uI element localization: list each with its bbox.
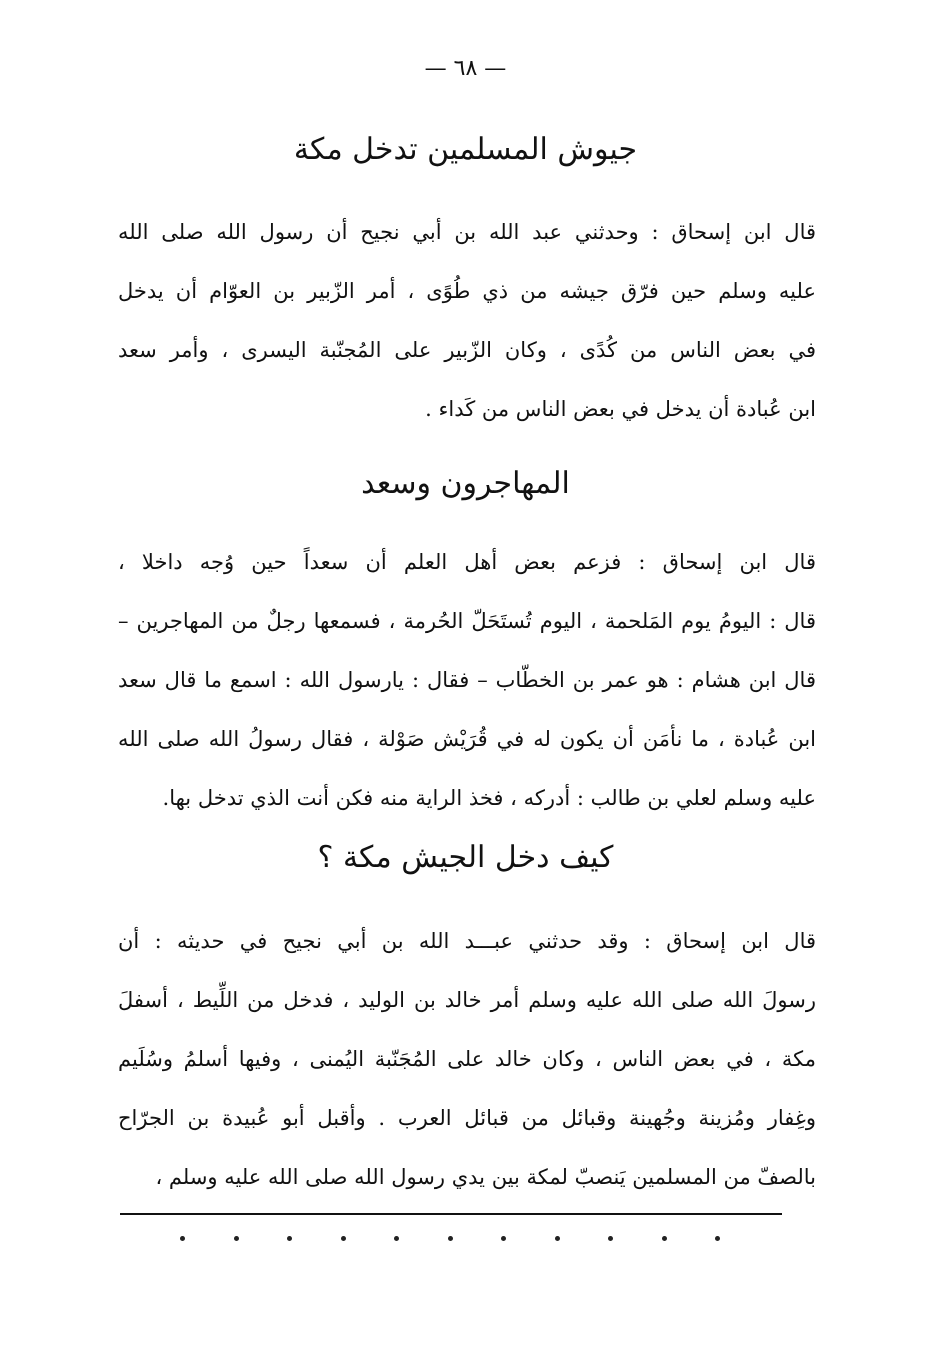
footer-dot xyxy=(448,1236,453,1241)
footer-dots xyxy=(180,1236,720,1241)
paragraph-line: قال : اليومُ يوم المَلحمة ، اليوم تُستَحَلّ الحُرمة ، فسمعها رجلٌ من المهاجرين – xyxy=(118,609,816,633)
footer-dot xyxy=(715,1236,720,1241)
paragraph-line: رسولَ الله صلى الله عليه وسلم أمر خالد بن الوليد ، فدخل من اللِّيط ، أسفلَ xyxy=(118,988,816,1012)
paragraph-how-army-entered-mecca xyxy=(118,912,816,1207)
footer-dot xyxy=(662,1236,667,1241)
paragraph-line: قال ابن إسحاق : وقد حدثني عبـــد الله بن أبي نجيح في حديثه : أن xyxy=(118,929,816,953)
footer-dot xyxy=(341,1236,346,1241)
paragraph-line: قال ابن هشام : هو عمر بن الخطّاب – فقال : يارسول الله : اسمع ما قال سعد xyxy=(118,668,816,692)
paragraph-line: قال ابن إسحاق : وحدثني عبد الله بن أبي نجيح أن رسول الله صلى الله xyxy=(118,220,816,244)
paragraph-line: عليه وسلم حين فرّق جيشه من ذي طُوًى ، أمر الزّبير بن العوّام أن يدخل xyxy=(118,279,816,303)
paragraph-muhajirun-and-saad xyxy=(118,533,816,828)
page-number: — ٦٨ — xyxy=(424,56,507,81)
section-title-how-army-entered-mecca: كيف دخل الجيش مكة ؟ xyxy=(317,840,614,875)
paragraph-armies-enter-mecca xyxy=(118,203,816,439)
paragraph-line: وغِفار ومُزينة وجُهينة وقبائل من قبائل العرب . وأقبل أبو عُبيدة بن الجرّاح xyxy=(118,1106,816,1130)
footer-dot xyxy=(287,1236,292,1241)
paragraph-line: قال ابن إسحاق : فزعم بعض أهل العلم أن سعداً حين وُجه داخلا ، xyxy=(118,550,816,574)
paragraph-line: عليه وسلم لعلي بن طالب : أدركه ، فخذ الراية منه فكن أنت الذي تدخل بها. xyxy=(162,786,816,810)
section-title-muhajirun-and-saad: المهاجرون وسعد xyxy=(361,466,570,501)
footnote-divider xyxy=(120,1213,782,1215)
footer-dot xyxy=(234,1236,239,1241)
footer-dot xyxy=(180,1236,185,1241)
section-title-armies-enter-mecca: جيوش المسلمين تدخل مكة xyxy=(293,132,638,167)
footer-dot xyxy=(608,1236,613,1241)
footer-dot xyxy=(394,1236,399,1241)
paragraph-line: ابن عُبادة أن يدخل في بعض الناس من كَداء . xyxy=(425,397,816,421)
footer-dot xyxy=(555,1236,560,1241)
paragraph-line: بالصفّ من المسلمين يَنصبّ لمكة بين يدي رسول الله صلى الله عليه وسلم ، xyxy=(155,1165,816,1189)
paragraph-line: مكة ، في بعض الناس ، وكان خالد على المُجَنّبة اليُمنى ، وفيها أسلمُ وسُلَيم xyxy=(118,1047,816,1071)
paragraph-line: في بعض الناس من كُدًى ، وكان الزّبير على المُجنّبة اليسرى ، وأمر سعد xyxy=(118,338,816,362)
paragraph-line: ابن عُبادة ، ما نأمَن أن يكون له في قُرَيْش صَوْلة ، فقال رسولُ الله صلى الله xyxy=(118,727,816,751)
footer-dot xyxy=(501,1236,506,1241)
